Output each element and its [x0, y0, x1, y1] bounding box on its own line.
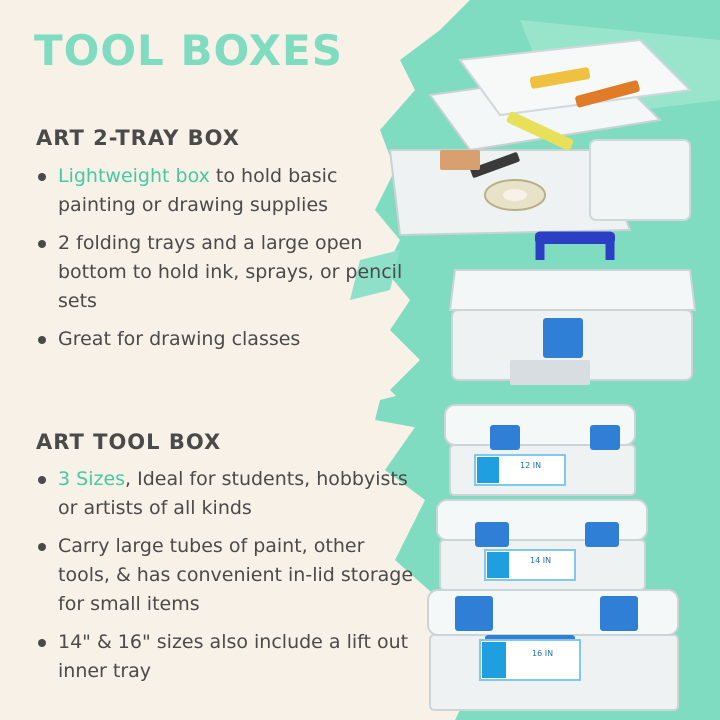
- bullet-text: 14" & 16" sizes also include a lift out inner tray: [58, 631, 409, 682]
- art-2-tray-box-bullet-list: [36, 162, 416, 363]
- page-title: TOOL BOXES: [34, 26, 343, 75]
- bullet-text: to hold basic painting or drawing supplies: [58, 165, 338, 216]
- art-2-tray-box-closed-image: [450, 232, 695, 385]
- art-tool-box-small-image: [445, 405, 635, 495]
- bullet-dot: [38, 336, 46, 344]
- bullet-item: [36, 325, 416, 354]
- bullet-text: Carry large tubes of paint, other tools, & has convenient in-lid storage for small items: [58, 535, 414, 615]
- art-tool-box-large-image: [428, 590, 678, 710]
- bullet-item: [36, 465, 416, 523]
- art-tool-box-bullet-list: [36, 465, 416, 695]
- bullet-text: Great for drawing classes: [58, 328, 301, 350]
- bullet-item: [36, 162, 416, 220]
- section-heading-art-2-tray-box: ART 2-TRAY BOX: [36, 126, 240, 150]
- box-size-label-small: 12 IN: [520, 461, 542, 470]
- bullet-dot: [38, 639, 46, 647]
- bullet-dot: [38, 173, 46, 181]
- bullet-dot: [38, 543, 46, 551]
- box-size-label-medium: 14 IN: [530, 556, 552, 565]
- section-heading-art-tool-box: ART TOOL BOX: [36, 430, 222, 454]
- bullet-item: [36, 229, 416, 316]
- box-size-label-large: 16 IN: [532, 649, 554, 658]
- bullet-item: [36, 532, 416, 619]
- bullet-text: 2 folding trays and a large open bottom to hold ink, sprays, or pencil sets: [58, 232, 403, 312]
- art-tool-box-medium-image: [437, 500, 647, 590]
- bullet-dot: [38, 476, 46, 484]
- art-2-tray-box-open-image: [390, 40, 690, 235]
- bullet-text: , Ideal for students, hobbyists or artists of all kinds: [58, 468, 408, 519]
- bullet-highlight: Lightweight box: [58, 165, 210, 187]
- bullet-item: [36, 628, 416, 686]
- bullet-highlight: 3 Sizes: [58, 468, 126, 490]
- bullet-dot: [38, 240, 46, 248]
